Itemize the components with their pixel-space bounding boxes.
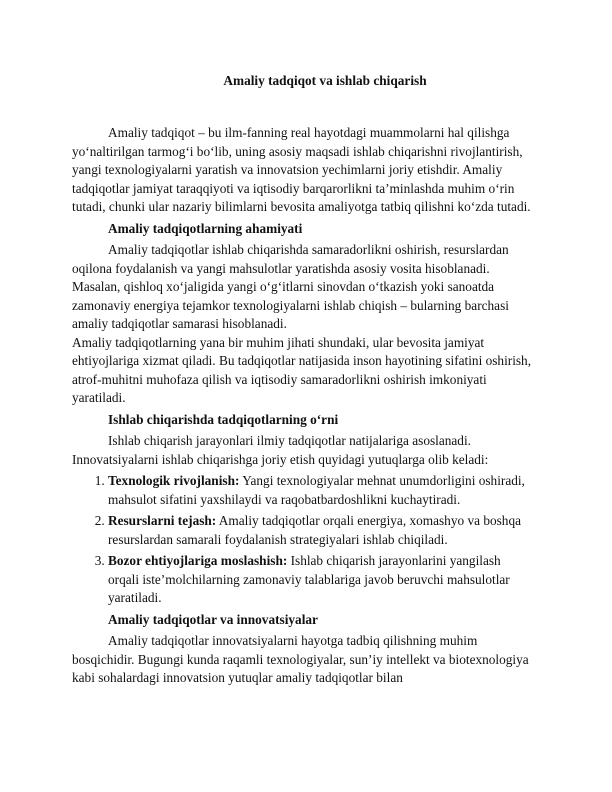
paragraph-importance: Amaliy tadqiqotlar ishlab chiqarishda samaradorlikni oshirish, resurslardan oqilona foydalanish va yangi mahsulotlar yaratishda asosiy vosita hisoblanadi. Masalan, qishloq xo‘jaligida yangi o‘g‘itlarni sinovdan o‘tkazish yoki sanoatda zamonaviy energiya tejamkor texnologiyalarni ishlab chiqish – bularning barchasi amaliy tadqiqotlar samarasi hisoblanadi. <box>72 242 509 331</box>
list-item-term: Resurslarni tejash: <box>108 513 217 528</box>
list-item <box>108 472 534 509</box>
paragraph-innovation: Amaliy tadqiqotlar innovatsiyalarni hayotga tadbiq qilishning muhim bosqichidir. Bugungi kunda raqamli texnologiyalar, sun’iy intellekt va biotexnologiya kabi sohalardagi innovatsion yutuqlar amaliy tadqiqotlar bilan <box>72 633 529 685</box>
achievements-list <box>72 472 534 608</box>
section-heading-production: Ishlab chiqarishda tadqiqotlarning o‘rni <box>108 411 339 427</box>
paragraph-society: Amaliy tadqiqotlarning yana bir muhim jihati shundaki, ular bevosita jamiyat ehtiyojlariga xizmat qiladi. Bu tadqiqotlar natijasida inson hayotining sifatini oshirish, atrof-muhitni muhofaza qilish va iqtisodiy samaradorlikni oshirish imkoniyati yaratiladi. <box>72 334 532 405</box>
list-item <box>108 512 534 549</box>
list-item-term: Texnologik rivojlanish: <box>108 473 240 488</box>
section-heading-importance: Amaliy tadqiqotlarning ahamiyati <box>108 220 303 236</box>
document-body <box>72 124 534 688</box>
list-item-text: Yangi texnologiyalar mehnat unumdorligini oshiradi, mahsulot sifatini yaxshilaydi va raqobatbardoshlikni kuchaytiradi. <box>108 473 525 507</box>
list-item <box>108 552 534 608</box>
paragraph-production: Ishlab chiqarish jarayonlari ilmiy tadqiqotlar natijalariga asoslanadi. Innovatsiyalarni ishlab chiqarishga joriy etish quyidagi yutuqlarga olib keladi: <box>72 433 489 467</box>
list-item-text: Amaliy tadqiqotlar orqali energiya, xomashyo va boshqa resurslardan samarali foydalanish strategiyalari ishlab chiqiladi. <box>108 513 521 547</box>
section-heading-innovation: Amaliy tadqiqotlar va innovatsiyalar <box>108 611 318 627</box>
list-item-term: Bozor ehtiyojlariga moslashish: <box>108 553 288 568</box>
list-item-text: Ishlab chiqarish jarayonlarini yangilash orqali iste’molchilarning zamonaviy talablariga javob beruvchi mahsulotlar yaratiladi. <box>108 553 510 605</box>
paragraph-intro: Amaliy tadqiqot – bu ilm-fanning real hayotdagi muammolarni hal qilishga yo‘naltirilgan tarmog‘i bo‘lib, uning asosiy maqsadi ishlab chiqarishni rivojlantirish, yangi texnologiyalarni yaratish va innovatsion yechimlarni joriy etishdir. Amaliy tadqiqotlar jamiyat taraqqiyoti va iqtisodiy barqarorlikni ta’minlashda muhim o‘rin tutadi, chunki ular nazariy bilimlarni bevosita amaliyotga tatbiq qilishni ko‘zda tutadi. <box>72 125 531 214</box>
document-title: Amaliy tadqiqot va ishlab chiqarish <box>223 73 427 88</box>
